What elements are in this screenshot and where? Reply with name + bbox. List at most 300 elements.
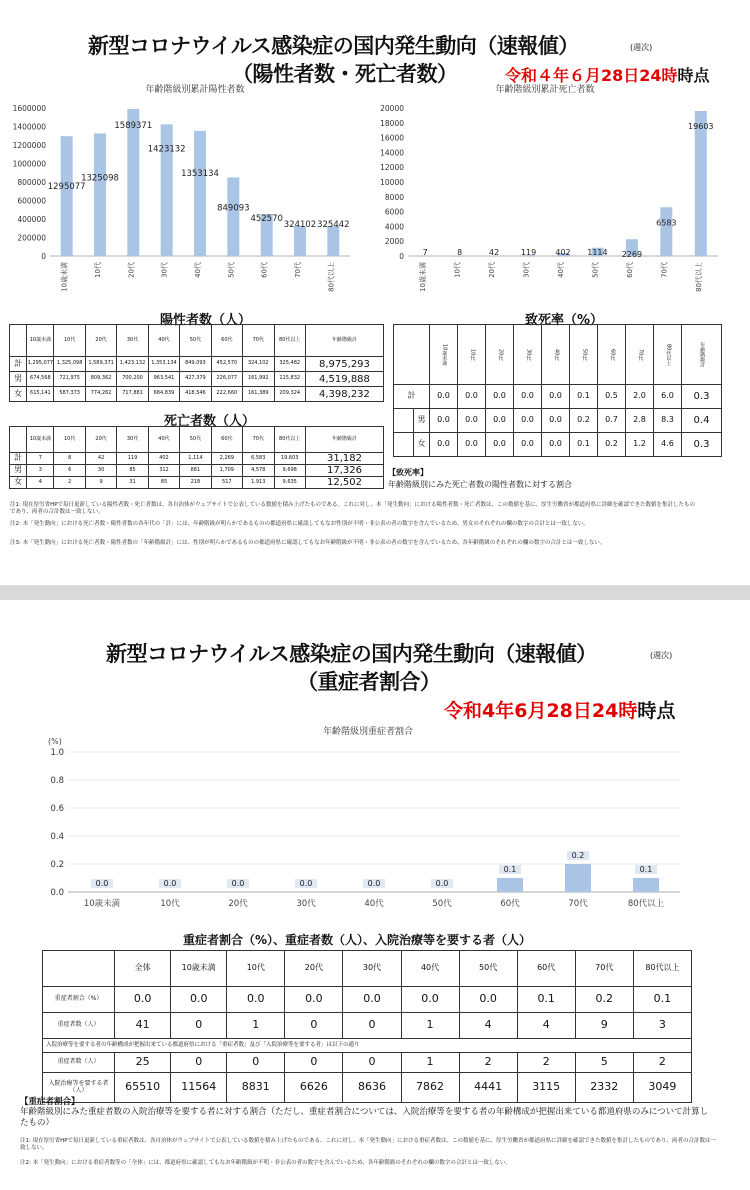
table-cell: 4441 <box>459 1073 517 1103</box>
table-cell: 0.1 <box>570 385 598 409</box>
column-header: 10歳未満 <box>430 325 458 385</box>
table-cell: 615,141 <box>27 387 54 402</box>
data-label: 402 <box>555 248 571 257</box>
x-tick-label: 70代 <box>660 262 669 278</box>
table-cell: 0.0 <box>458 433 486 457</box>
table-cell: 0.0 <box>486 385 514 409</box>
table-cell: 849,093 <box>180 357 211 372</box>
column-header: 40代 <box>401 951 459 987</box>
x-tick-label: 20代 <box>228 899 248 909</box>
table-cell: 9 <box>575 1013 633 1039</box>
table-cell: 161,389 <box>243 387 274 402</box>
y-tick-label: 6000 <box>384 207 404 217</box>
chart-title: 年齢階級別累計陽性者数 <box>145 85 245 95</box>
x-tick-label: 80代以上 <box>694 262 703 292</box>
data-label: 325442 <box>317 219 350 230</box>
x-tick-label: 60代 <box>260 262 269 278</box>
table-cell: 0.0 <box>430 409 458 433</box>
x-tick-label: 80代以上 <box>327 262 336 292</box>
table-row <box>43 987 692 1013</box>
x-tick-label: 10代 <box>94 262 102 278</box>
table-cell: 0.0 <box>115 987 171 1013</box>
table-row <box>10 357 384 372</box>
table-cell: 65510 <box>115 1073 171 1103</box>
x-tick-label: 80代以上 <box>627 899 665 909</box>
table-row <box>10 477 384 489</box>
column-header: 10代 <box>458 325 486 385</box>
table-cell: 31 <box>117 477 148 489</box>
y-tick-label: 400000 <box>17 215 46 224</box>
table-cell: 4 <box>27 477 54 489</box>
column-header: 70代 <box>575 951 633 987</box>
data-label: 0.1 <box>639 865 653 874</box>
table-cell: 721,975 <box>54 372 85 387</box>
bar <box>194 131 206 256</box>
bar <box>61 136 73 256</box>
table-cell: 209,324 <box>274 387 305 402</box>
table-cell: 19,603 <box>274 453 305 465</box>
row-header: 女 <box>414 433 430 457</box>
x-tick-label: 20代 <box>488 262 497 278</box>
table-cell: 7862 <box>401 1073 459 1103</box>
footnote-2: 注2: 本「発生動向」における重症者数等の「全体」には、都道府県に確認してもなお年齢階級が不明・非公表の者の数字を含んでいるため、各年齢階級のそれぞれの欄の数字の合計とは一致しない。 <box>20 1160 511 1166</box>
y-tick-label: 14000 <box>380 148 404 158</box>
table-cell: 325,482 <box>274 357 305 372</box>
bar <box>127 109 139 256</box>
table-row <box>10 453 384 465</box>
data-label: 2269 <box>621 250 643 260</box>
x-tick-label: 50代 <box>591 262 600 278</box>
table-cell: 30 <box>85 465 116 477</box>
table-cell: 0.2 <box>570 409 598 433</box>
table-cell: 0.0 <box>542 409 570 433</box>
column-header: 年齢階級計 <box>305 325 383 357</box>
column-header: 80代以上 <box>274 325 305 357</box>
sub-caption: 入院治療等を要する者の年齢構成が把握出来ている都道府県における「重症者数」及び「入院治療等を要する者」は以下の通り <box>43 1039 692 1053</box>
data-label: 1589371 <box>114 120 153 131</box>
table-cell: 9,698 <box>274 465 305 477</box>
table-cell: 2,269 <box>211 453 242 465</box>
row-header: 入院治療等を要する者（人） <box>43 1073 115 1103</box>
table-cell: 0.0 <box>542 385 570 409</box>
page-title: 新型コロナウイルス感染症の国内発生動向（速報値） <box>88 34 579 58</box>
column-header: 50代 <box>180 325 211 357</box>
table-cell: 9,635 <box>274 477 305 489</box>
y-tick-label: 8000 <box>384 192 404 202</box>
bar <box>327 226 339 256</box>
x-tick-label: 10代 <box>160 899 180 909</box>
page-divider <box>0 585 750 600</box>
chart-title: 年齢階級別累計死亡者数 <box>495 85 595 95</box>
table-cell: 2.8 <box>626 409 654 433</box>
column-header: 80代以上 <box>654 325 682 385</box>
fatality-table-title: 致死率（%） <box>525 313 604 328</box>
footnote-1: 注1: 現在厚労省HPで毎日更新している陽性者数・死亡者数は、各自治体がウェブサイトで公表している数値を積み上げたものである。これに対し、本「発生動向」における陽性者数・死亡者数は、この数値を基に、厚生労働省が都道府県に詳細を確認できた数値を集計したものであり、両者の合計数は一致しない。 <box>10 502 695 516</box>
total-cell: 31,182 <box>305 453 383 465</box>
x-tick-label: 30代 <box>296 899 316 909</box>
table-cell: 0.0 <box>458 385 486 409</box>
table-cell: 25 <box>115 1053 171 1073</box>
column-header: 20代 <box>85 427 116 453</box>
y-tick-label: 200000 <box>17 233 46 243</box>
bar <box>660 207 672 256</box>
table-row <box>43 1039 692 1053</box>
column-header: 50代 <box>570 325 598 385</box>
data-label: 1353134 <box>181 168 219 179</box>
date-suffix: 時点 <box>637 700 676 722</box>
table-cell: 0.2 <box>575 987 633 1013</box>
table-row <box>43 1073 692 1103</box>
table-cell: 881 <box>180 465 211 477</box>
as-of-date <box>444 696 675 723</box>
column-header: 60代 <box>598 325 626 385</box>
table-cell: 3 <box>27 465 54 477</box>
page-title: 新型コロナウイルス感染症の国内発生動向（速報値） <box>106 642 597 666</box>
data-label: 6583 <box>656 218 677 228</box>
table-cell: 0.2 <box>598 433 626 457</box>
table-row <box>10 387 384 402</box>
table-cell: 2 <box>633 1053 691 1073</box>
column-header: 50代 <box>459 951 517 987</box>
table-cell: 1,423,132 <box>117 357 148 372</box>
data-label: 0.1 <box>503 865 517 874</box>
table-cell: 1,295,077 <box>27 357 54 372</box>
data-label: 0.0 <box>299 879 313 888</box>
table-cell: 4,578 <box>243 465 274 477</box>
column-header: 20代 <box>85 325 116 357</box>
x-tick-label: 70代 <box>568 899 588 909</box>
table-cell: 674,568 <box>27 372 54 387</box>
table-cell: 0 <box>285 1013 343 1039</box>
table-row <box>43 1013 692 1039</box>
chart-title: 年齢階級別重症者割合 <box>322 727 414 737</box>
column-header: 20代 <box>486 325 514 385</box>
table-cell: 115,832 <box>274 372 305 387</box>
corner-cell <box>10 325 27 357</box>
table-cell: 1,325,098 <box>54 357 85 372</box>
table-cell: 1 <box>401 1013 459 1039</box>
table-cell: 0.0 <box>542 433 570 457</box>
total-cell: 0.4 <box>682 409 722 433</box>
table-cell: 11564 <box>171 1073 227 1103</box>
data-label: 1423132 <box>147 144 186 155</box>
table-cell: 218 <box>180 477 211 489</box>
table-cell: 42 <box>85 453 116 465</box>
row-header: 計 <box>10 357 27 372</box>
total-cell: 12,502 <box>305 477 383 489</box>
table-cell: 427,379 <box>180 372 211 387</box>
table-cell: 0.1 <box>633 987 691 1013</box>
table-cell: 0.0 <box>459 987 517 1013</box>
bar <box>94 133 106 256</box>
table-row <box>43 1053 692 1073</box>
row-header: 重症者数（人） <box>43 1053 115 1073</box>
column-header: 70代 <box>626 325 654 385</box>
y-tick-label: 1600000 <box>12 104 46 113</box>
table-cell: 0.5 <box>598 385 626 409</box>
table-cell: 4 <box>517 1013 575 1039</box>
row-header: 重症者数（人） <box>43 1013 115 1039</box>
table-cell: 700,200 <box>117 372 148 387</box>
data-label: 42 <box>489 248 500 257</box>
table-cell: 587,373 <box>54 387 85 402</box>
table-row <box>10 465 384 477</box>
table-cell: 0.1 <box>517 987 575 1013</box>
column-header: 10代 <box>54 325 85 357</box>
column-header: 10歳未満 <box>171 951 227 987</box>
table-cell: 8.3 <box>654 409 682 433</box>
table-row <box>394 433 722 457</box>
y-tick-label: 10000 <box>380 178 404 187</box>
table-cell: 0.0 <box>430 385 458 409</box>
y-tick-label: 0 <box>399 252 404 261</box>
column-header: 30代 <box>514 325 542 385</box>
fatality-def-title: 【致死率】 <box>388 468 428 477</box>
table-cell: 717,881 <box>117 387 148 402</box>
table-cell: 0 <box>343 1053 401 1073</box>
table-cell: 452,570 <box>211 357 242 372</box>
data-label: 1114 <box>587 248 608 257</box>
data-label: 119 <box>520 248 537 257</box>
x-tick-label: 10代 <box>453 262 462 278</box>
row-header: 計 <box>10 453 27 465</box>
table-cell: 0.0 <box>514 385 542 409</box>
spacer-cell <box>394 409 414 433</box>
column-header: 10歳未満 <box>27 325 54 357</box>
fatality-table <box>393 324 722 457</box>
severe-table <box>42 950 692 1103</box>
column-header: 30代 <box>117 325 148 357</box>
fatality-def-text: 年齢階級別にみた死亡者数の陽性者数に対する割合 <box>388 480 572 489</box>
table-cell: 4.6 <box>654 433 682 457</box>
severe-table-title: 重症者割合（%）、重症者数（人）、入院治療等を要する者（人） <box>183 933 532 947</box>
data-label: 1325098 <box>81 173 119 184</box>
column-header: 80代以上 <box>274 427 305 453</box>
positive-table <box>9 324 384 402</box>
row-header: 計 <box>394 385 430 409</box>
x-tick-label: 10歳未満 <box>83 899 121 909</box>
table-cell: 1 <box>227 1013 285 1039</box>
column-header: 40代 <box>148 427 179 453</box>
x-tick-label: 40代 <box>557 262 565 278</box>
severe-rate-chart <box>0 720 750 920</box>
column-header: 全体 <box>115 951 171 987</box>
column-header: 50代 <box>180 427 211 453</box>
data-label: 19603 <box>688 121 714 131</box>
total-cell: 4,398,232 <box>305 387 383 402</box>
data-label: 1295077 <box>47 182 86 193</box>
table-cell: 0.0 <box>486 409 514 433</box>
date-suffix: 時点 <box>677 66 710 85</box>
table-cell: 0 <box>285 1053 343 1073</box>
table-cell: 517 <box>211 477 242 489</box>
data-label: 8 <box>457 248 463 257</box>
table-row <box>10 325 384 357</box>
table-cell: 0.0 <box>343 987 401 1013</box>
y-axis-label: (%) <box>48 737 62 746</box>
column-header: 60代 <box>211 427 242 453</box>
column-header: 30代 <box>343 951 401 987</box>
y-tick-label: 800000 <box>17 178 46 187</box>
row-header: 男 <box>414 409 430 433</box>
footnote-1: 注1: 現在厚労省HPで毎日更新している重症者数は、各自治体がウェブサイトで公表している数値を積み上げたものである。これに対し、本「発生動向」における重症者数は、この数値を基に、厚生労働省が都道府県に詳細を確認できた数値を集計したものであり、両者の合計数は一致しない。 <box>20 1138 716 1152</box>
table-cell: 3049 <box>633 1073 691 1103</box>
y-tick-label: 1000000 <box>12 159 46 169</box>
report-page-positive-deaths <box>0 0 750 585</box>
column-header: 40代 <box>148 325 179 357</box>
table-cell: 6,583 <box>243 453 274 465</box>
corner-cell <box>394 325 430 385</box>
data-label: 0.0 <box>367 879 381 888</box>
table-cell: 0.0 <box>401 987 459 1013</box>
table-cell: 0 <box>171 1013 227 1039</box>
table-cell: 1,709 <box>211 465 242 477</box>
report-page-severe <box>0 600 750 1190</box>
y-tick-label: 20000 <box>380 104 404 113</box>
table-cell: 0.0 <box>514 433 542 457</box>
data-label: 7 <box>422 248 428 257</box>
row-header: 重症者割合（%） <box>43 987 115 1013</box>
table-cell: 324,102 <box>243 357 274 372</box>
table-cell: 8 <box>54 453 85 465</box>
date-text: 令和４年６月28日24時 <box>505 66 678 85</box>
data-label: 0.0 <box>231 879 245 888</box>
page-subtitle: （陽性者数・死亡者数） <box>232 62 458 86</box>
column-header: 70代 <box>243 427 274 453</box>
row-header: 女 <box>10 477 27 489</box>
table-cell: 0.0 <box>227 987 285 1013</box>
table-cell: 0.0 <box>430 433 458 457</box>
table-cell: 85 <box>148 477 179 489</box>
bar <box>633 878 659 892</box>
deaths-chart <box>360 82 730 307</box>
table-cell: 161,992 <box>243 372 274 387</box>
column-header: 40代 <box>542 325 570 385</box>
table-cell: 0.7 <box>598 409 626 433</box>
column-header: 10代 <box>227 951 285 987</box>
table-cell: 809,362 <box>85 372 116 387</box>
x-tick-label: 50代 <box>432 899 452 909</box>
table-cell: 41 <box>115 1013 171 1039</box>
table-cell: 2332 <box>575 1073 633 1103</box>
data-label: 324102 <box>283 220 317 231</box>
bar <box>294 226 306 256</box>
x-tick-label: 60代 <box>625 262 634 278</box>
total-cell: 4,519,888 <box>305 372 383 387</box>
x-tick-label: 30代 <box>522 262 531 278</box>
table-cell: 6.0 <box>654 385 682 409</box>
table-cell: 222,660 <box>211 387 242 402</box>
total-cell: 8,975,293 <box>305 357 383 372</box>
y-tick-label: 0.4 <box>50 832 64 842</box>
row-header: 女 <box>10 387 27 402</box>
row-header: 男 <box>10 372 27 387</box>
y-tick-label: 600000 <box>17 196 46 206</box>
total-cell: 0.3 <box>682 433 722 457</box>
y-tick-label: 12000 <box>380 163 404 173</box>
y-tick-label: 18000 <box>380 118 404 128</box>
table-cell: 0 <box>227 1053 285 1073</box>
data-label: 0.0 <box>435 879 449 888</box>
table-cell: 119 <box>117 453 148 465</box>
positive-cases-chart <box>0 82 360 307</box>
column-header: 30代 <box>117 427 148 453</box>
total-cell: 0.3 <box>682 385 722 409</box>
x-tick-label: 20代 <box>127 262 136 278</box>
table-cell: 0.0 <box>486 433 514 457</box>
severe-def-text: 年齢階級別にみた重症者数の入院治療等を要する者に対する割合（ただし、重症者割合については、入院治療等を要する者の年齢構成が把握出来ている都道府県のみについて計算したもの） <box>20 1107 709 1129</box>
spacer-cell <box>394 433 414 457</box>
y-tick-label: 0.2 <box>50 860 64 870</box>
table-cell: 6 <box>54 465 85 477</box>
y-tick-label: 0.0 <box>50 888 64 898</box>
total-cell: 17,326 <box>305 465 383 477</box>
table-cell: 3 <box>633 1013 691 1039</box>
corner-cell <box>43 951 115 987</box>
x-tick-label: 10歳未満 <box>419 262 428 292</box>
table-cell: 85 <box>117 465 148 477</box>
table-cell: 7 <box>27 453 54 465</box>
date-text: 令和4年6月28日24時 <box>444 700 638 722</box>
table-row <box>394 325 722 385</box>
table-cell: 1,913 <box>243 477 274 489</box>
table-cell: 774,262 <box>85 387 116 402</box>
x-tick-label: 50代 <box>227 262 236 278</box>
y-tick-label: 0.6 <box>50 804 64 814</box>
x-tick-label: 40代 <box>364 899 384 909</box>
x-tick-label: 60代 <box>500 899 520 909</box>
table-cell: 1,114 <box>180 453 211 465</box>
column-header: 60代 <box>517 951 575 987</box>
table-cell: 1,589,371 <box>85 357 116 372</box>
table-cell: 9 <box>85 477 116 489</box>
bar <box>565 864 591 892</box>
bar <box>497 878 523 892</box>
corner-cell <box>10 427 27 453</box>
table-cell: 4 <box>459 1013 517 1039</box>
y-tick-label: 2000 <box>384 237 404 247</box>
y-tick-label: 1400000 <box>12 122 46 132</box>
table-row <box>10 372 384 387</box>
table-cell: 1 <box>401 1053 459 1073</box>
death-table-title: 死亡者数（人） <box>164 414 256 429</box>
weekly-label: (週次) <box>650 651 673 660</box>
row-header: 男 <box>10 465 27 477</box>
data-label: 849093 <box>217 203 250 214</box>
table-row <box>10 427 384 453</box>
severe-def-title: 【重症者割合】 <box>20 1097 80 1107</box>
x-tick-label: 30代 <box>160 262 169 278</box>
weekly-label: (週次) <box>630 43 653 52</box>
data-label: 0.2 <box>571 851 585 860</box>
table-cell: 312 <box>148 465 179 477</box>
positive-table-title: 陽性者数（人） <box>160 313 252 328</box>
table-cell: 0.0 <box>514 409 542 433</box>
table-cell: 5 <box>575 1053 633 1073</box>
column-header: 70代 <box>243 325 274 357</box>
table-cell: 963,541 <box>148 372 179 387</box>
y-tick-label: 16000 <box>380 133 404 143</box>
table-cell: 226,077 <box>211 372 242 387</box>
table-cell: 0.0 <box>458 409 486 433</box>
y-tick-label: 1.0 <box>50 748 64 758</box>
y-tick-label: 0 <box>41 252 46 261</box>
table-cell: 0.1 <box>570 433 598 457</box>
x-tick-label: 70代 <box>294 262 302 278</box>
table-cell: 3115 <box>517 1073 575 1103</box>
table-cell: 402 <box>148 453 179 465</box>
table-cell: 1.2 <box>626 433 654 457</box>
